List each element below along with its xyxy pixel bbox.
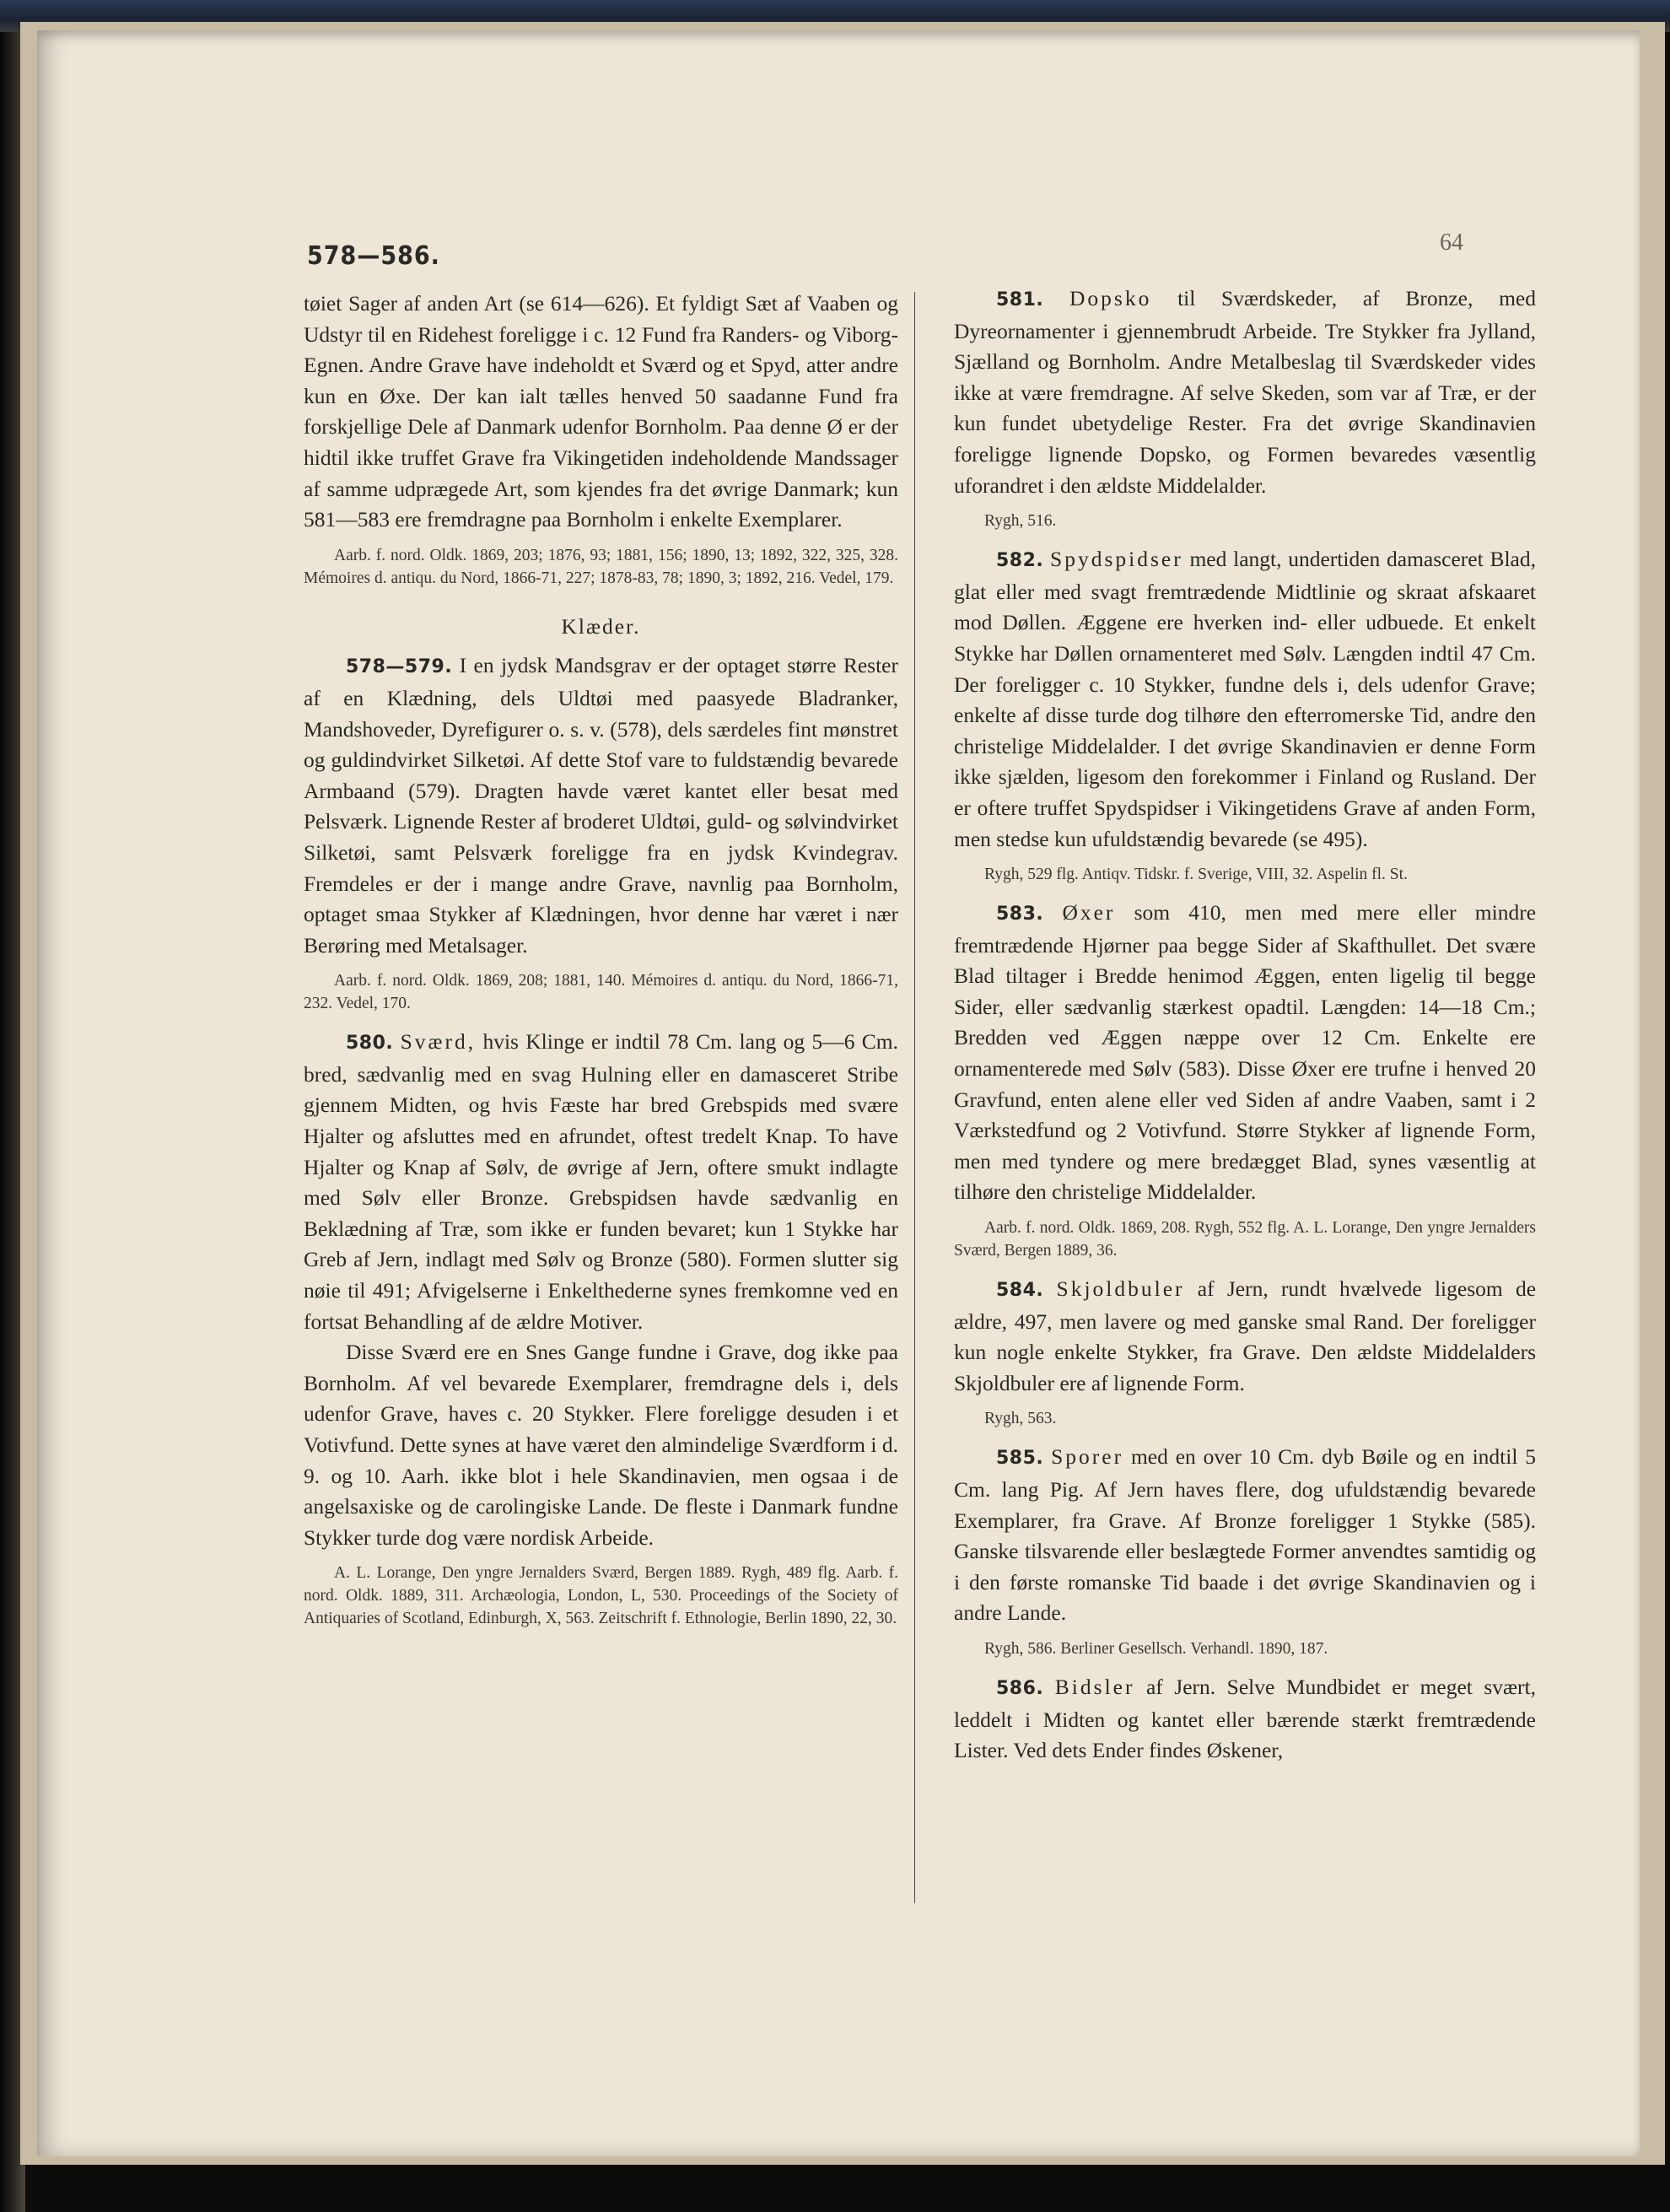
- reference-note: A. L. Lorange, Den yngre Jernalders Sværd, Bergen 1889. Rygh, 489 flg. Aarb. f. nord. Oldk. 1889, 311. Archæologia, London, L, 530. Proceedings of the Society of Antiquaries of Scotland, Edinburgh, X, 563. Zeitschrift f. Ethnologie, Berlin 1890, 22, 30.: [304, 1564, 898, 1628]
- entry-number: 584.: [996, 1280, 1044, 1302]
- entry-keyword: Sværd,: [400, 1029, 477, 1055]
- entry-number: 580.: [346, 1033, 394, 1055]
- reference-note: Rygh, 563.: [984, 1410, 1057, 1428]
- reference-note: Rygh, 586. Berliner Gesellsch. Verhandl. 1890, 187.: [984, 1639, 1328, 1658]
- entry-580: [304, 1027, 898, 1337]
- page-number: 64: [1440, 229, 1463, 256]
- entry-number: 586.: [996, 1677, 1044, 1699]
- reference-note: Rygh, 529 flg. Antiqv. Tidskr. f. Sverige, VIII, 32. Aspelin fl. St.: [984, 866, 1408, 884]
- column-divider: [914, 292, 915, 1903]
- entry-text: som 410, men med mere eller mindre fremtrædende Hjørner paa begge Sider af Skafthullet. Det svære Blad tiltager i Bredde henimod Æggen, enten ligelig til begge Sider, eller sædvanlig stærkest opadtil. Længden: 14—18 Cm.; Bredden ved Æggen næppe over 12 Cm. Enkelte ere ornamenterede med Sølv (583). Disse Øxer ere trufne i henved 20 Gravfund, enten alene eller ved Siden af andre Vaaben, samt i 2 Værkstedfund og 2 Votivfund. Større Stykker af lignende Form, men med tyndere og mere bredægget Blad, synes væsentlig at tilhøre den christelige Middelalder.: [954, 900, 1537, 1205]
- reference-note: Aarb. f. nord. Oldk. 1869, 208. Rygh, 552 flg. A. L. Lorange, Den yngre Jernalders Sværd, Bergen 1889, 36.: [954, 1219, 1536, 1260]
- reference-note: Aarb. f. nord. Oldk. 1869, 203; 1876, 93; 1881, 156; 1890, 13; 1892, 322, 325, 328. Mémoires d. antiqu. du Nord, 1866-71, 227; 1878-83, 78; 1890, 3; 1892, 216. Vedel, 179.: [304, 546, 898, 587]
- right-column: [954, 283, 1536, 1767]
- entry-keyword: Bidsler: [1054, 1674, 1135, 1699]
- entry-keyword: Sporer: [1051, 1444, 1124, 1470]
- entry-keyword: Øxer: [1062, 900, 1116, 925]
- entry-582: [954, 544, 1536, 855]
- entry-text: med langt, undertiden damasceret Blad, glat eller med svagt fremtrædende Midtlinie og skraat afskaaret mod Døllen. Æggene ere hverken ind- eller udbuede. Et enkelt Stykke har Døllen ornamenteret med Sølv. Længden indtil 47 Cm. Der foreligger c. 10 Stykker, fundne dels i, dels udenfor Grave; enkelte af disse turde dog tilhøre den efterromerske Tid, andre den christelige Middelalder. I det øvrige Skandinavien er denne Form ikke sjælden, ligesom den forekommer i Finland og Rusland. Der er oftere truffet Spydspidser i Vikingetidens Grave af anden Form, men stedse kun ufuldstændig bevarede (se 495).: [954, 547, 1536, 851]
- reference-note: Rygh, 516.: [984, 512, 1057, 531]
- entry-text: af Jern, rundt hvælvede ligesom de ældre, 497, men lavere og med ganske smal Rand. Der foreligger kun nogle enkelte Stykker, fra Grave. Den ældste Middelalders Skjoldbuler ere af lignende Form.: [954, 1276, 1537, 1395]
- entry-keyword: Dopsko: [1069, 286, 1152, 310]
- entry-584: [954, 1274, 1536, 1399]
- entry-text: til Sværdskeder, af Bronze, med Dyreornamenter i gjennembrudt Arbeide. Tre Stykker fra Jylland, Sjælland og Bornholm. Andre Metalbeslag til Sværdskeder vides ikke at være fremdragne. Af selve Skeden, som var af Træ, er der kun fundet ubetydelige Rester. Fra det øvrige Skandinavien foreligge lignende Dopsko, og Formen bevaredes væsentlig uforandret i den ældste Middelalder.: [954, 286, 1536, 498]
- entry-number: 585.: [996, 1448, 1044, 1470]
- entry-586: [954, 1672, 1536, 1767]
- entry-text: hvis Klinge er indtil 78 Cm. lang og 5—6 Cm. bred, sædvanlig med en svag Hulning eller en damasceret Stribe gjennem Midten, og hvis Fæste har bred Grebspids med svære Hjalter og afsluttes med en afrundet, oftest tredelt Knap. To have Hjalter og Knap af Sølv, de øvrige af Jern, oftere smukt indlagte med Sølv eller Bronze. Grebspidsen havde sædvanlig en Beklædning af Træ, som ikke er funden bevaret; kun 1 Stykke har Greb af Jern, indlagt med Sølv og Bronze (580). Formen slutter sig nøie til 491; Afvigelserne i Enkelthederne synes fremkomne ved en fortsat Behandling af de ældre Motiver.: [304, 1029, 898, 1334]
- entry-keyword: Spydspidser: [1050, 547, 1183, 572]
- entry-number: 578—579.: [346, 656, 453, 678]
- entry-number: 583.: [996, 904, 1044, 925]
- entry-583: [954, 898, 1536, 1208]
- reference-note: Aarb. f. nord. Oldk. 1869, 208; 1881, 140. Mémoires d. antiqu. du Nord, 1866-71, 232. Vedel, 170.: [304, 972, 898, 1013]
- entry-text: med en over 10 Cm. dyb Bøile og en indtil 5 Cm. lang Pig. Af Jern haves flere, dog ufuldstændig bevarede Exemplarer, fra Grave. Af Bronze foreligger 1 Stykke (585). Ganske tilsvarende eller beslægtede Former anvendtes samtidig og i den første romanske Tid baade i det øvrige Skandinavien og i andre Lande.: [954, 1444, 1537, 1626]
- left-column: [304, 289, 898, 1635]
- entry-number: 581.: [996, 289, 1044, 310]
- entry-578-579: [304, 650, 898, 961]
- entry-585: [954, 1442, 1536, 1629]
- entry-580-continued: Disse Sværd ere en Snes Gange fundne i Grave, dog ikke paa Bornholm. Af vel bevarede Exemplarer, fremdragne dels i, dels udenfor Grave, haves c. 20 Stykker. Flere foreligge desuden i et Votivfund. Dette synes at have været den almindelige Sværdform i d. 9. og 10. Aarh. ikke blot i hele Skandinavien, men ogsaa i de angelsaxiske og de carolingiske Lande. De fleste i Danmark fundne Stykker turde dog være nordisk Arbeide.: [304, 1340, 898, 1550]
- entry-number: 582.: [996, 550, 1044, 572]
- entry-text: I en jydsk Mandsgrav er der optaget større Rester af en Klædning, dels Uldtøi med paasyede Bladranker, Mandshoveder, Dyrefigurer o. s. v. (578), dels særdeles fint mønstret og guldindvirket Silketøi. Af dette Stof vare to fuldstændig bevarede Armbaand (579). Dragten havde været kantet eller besat med Pelsværk. Lignende Rester af broderet Uldtøi, guld- og sølvindvirket Silketøi, samt Pelsværk foreligge fra en jydsk Kvindegrav. Fremdeles er der i mange andre Grave, navnlig paa Bornholm, optaget smaa Stykker af Klædningen, hvor denne har været i nær Berøring med Metalsager.: [304, 653, 898, 958]
- section-heading: Klæder.: [561, 613, 641, 639]
- entry-keyword: Skjoldbuler: [1056, 1276, 1185, 1302]
- entry-range-header: 578—586.: [307, 241, 440, 271]
- book-page: [37, 30, 1640, 2156]
- entry-text: af Jern. Selve Mundbidet er meget svært, leddelt i Midten og kantet eller bærende stærkt fremtrædende Lister. Ved dets Ender findes Øskener,: [954, 1674, 1537, 1763]
- paragraph-continued: tøiet Sager af anden Art (se 614—626). Et fyldigt Sæt af Vaaben og Udstyr til en Ridehest foreligge i c. 12 Fund fra Randers- og Viborg-Egnen. Andre Grave have indeholdt et Sværd og et Spyd, atter andre kun en Øxe. Der kan ialt tælles henved 50 saadanne Fund fra forskjellige Dele af Danmark udenfor Bornholm. Paa denne Ø er der hidtil ikke truffet Grave fra Vikingetiden indeholdende Mandssager af samme udprægede Art, som kjendes fra det øvrige Danmark; kun 581—583 ere fremdragne paa Bornholm i enkelte Exemplarer.: [304, 291, 898, 532]
- entry-581: [954, 283, 1536, 501]
